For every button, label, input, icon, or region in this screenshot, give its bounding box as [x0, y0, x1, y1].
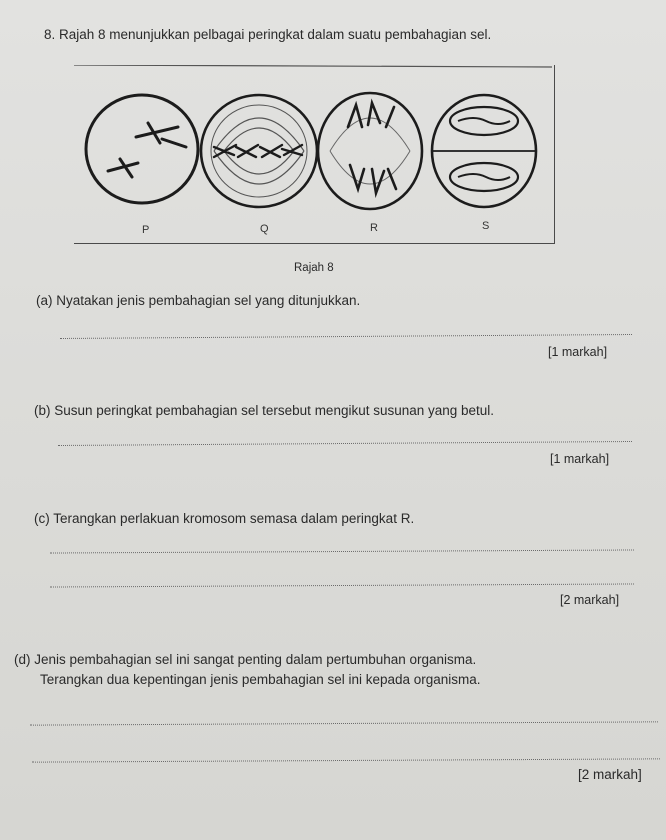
answer-line-c1[interactable] — [50, 549, 634, 553]
stage-label-r: R — [370, 222, 378, 234]
part-d-text-line2: Terangkan dua kepentingan jenis pembahagian sel ini kepada organisma. — [40, 672, 481, 687]
cell-stage-q — [201, 95, 317, 207]
part-c-question — [34, 510, 414, 528]
stage-label-q: Q — [260, 223, 269, 235]
cell-division-diagram — [74, 65, 554, 243]
part-d-text: Jenis pembahagian sel ini sangat penting dalam pertumbuhan organisma. — [34, 652, 477, 667]
part-b-question — [34, 402, 494, 420]
answer-line-b[interactable] — [58, 441, 632, 446]
part-a-question — [36, 292, 360, 310]
figure-caption: Rajah 8 — [294, 262, 334, 274]
answer-line-d1[interactable] — [30, 721, 658, 725]
figure-top-border — [74, 65, 552, 67]
part-a-marks: [1 markah] — [548, 345, 608, 359]
part-c-marks: [2 markah] — [560, 593, 620, 607]
part-b-label: (b) — [34, 403, 51, 418]
answer-line-c2[interactable] — [50, 583, 634, 587]
part-a-label: (a) — [36, 293, 53, 308]
part-c-text: Terangkan perlakuan kromosom semasa dalam peringkat R. — [53, 511, 415, 526]
part-d-label: (d) — [14, 652, 31, 667]
part-a-text: Nyatakan jenis pembahagian sel yang ditunjukkan. — [56, 293, 361, 308]
part-c-label: (c) — [34, 511, 50, 526]
part-b-marks: [1 markah] — [550, 452, 610, 466]
stage-label-p: P — [142, 224, 150, 236]
cell-stage-r — [318, 93, 422, 209]
question-intro: 8. Rajah 8 menunjukkan pelbagai peringkat dalam suatu pembahagian sel. — [44, 27, 492, 42]
answer-line-a[interactable] — [60, 334, 632, 339]
part-d-question — [14, 651, 476, 669]
answer-line-d2[interactable] — [32, 758, 660, 762]
part-d-marks: [2 markah] — [578, 767, 642, 782]
part-b-text: Susun peringkat pembahagian sel tersebut mengikut susunan yang betul. — [54, 403, 495, 418]
figure-rajah-8 — [74, 65, 555, 244]
stage-label-s: S — [482, 220, 490, 232]
cell-stage-s — [432, 95, 536, 207]
cell-stage-p — [86, 95, 198, 203]
